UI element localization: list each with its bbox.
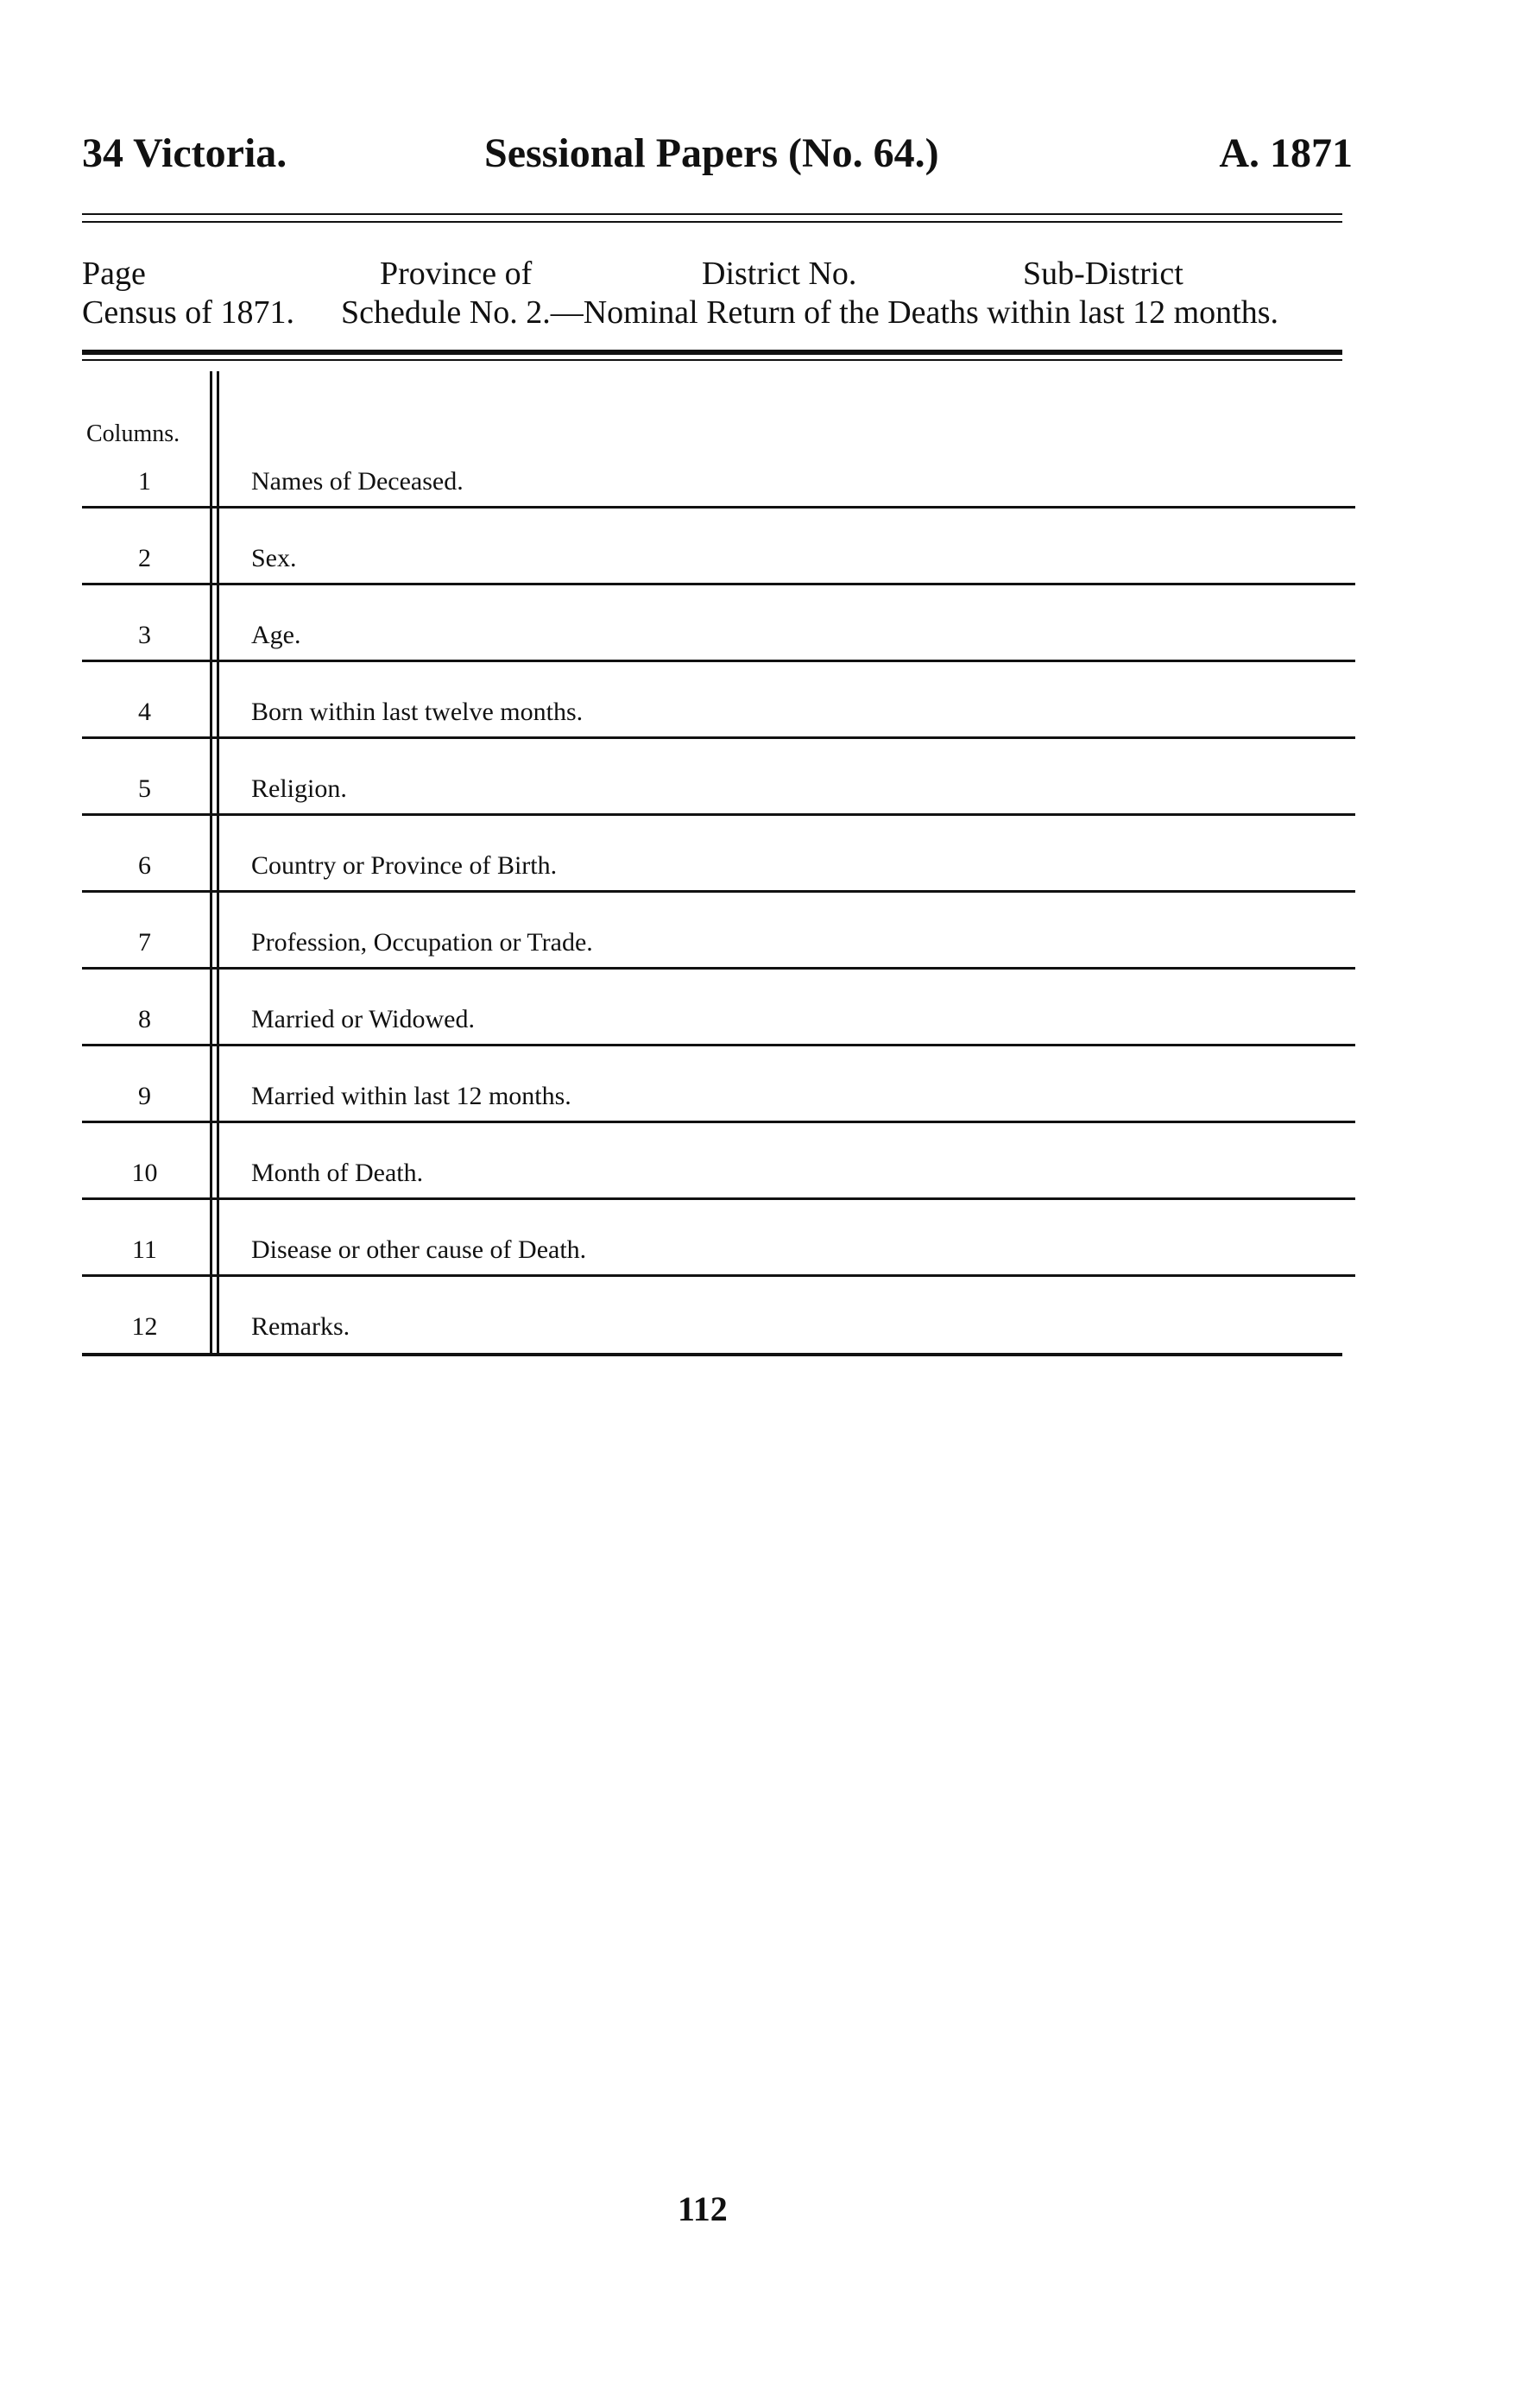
header-rule-bottom (82, 221, 1342, 223)
header-rule-top (82, 213, 1342, 215)
column-number: 10 (131, 1159, 158, 1187)
table-row (82, 739, 1355, 816)
table-row (82, 585, 1355, 662)
table-row (82, 816, 1355, 893)
table-row (82, 1046, 1355, 1123)
table-row (82, 893, 1355, 970)
column-description: Born within last twelve months. (251, 698, 584, 726)
form-header-rule-thick (82, 350, 1342, 355)
column-description: Names of Deceased. (251, 467, 464, 496)
column-number: 4 (138, 698, 151, 726)
census-label: Census of 1871. (82, 294, 294, 331)
schedule-title: Schedule No. 2.—Nominal Return of the Deaths within last 12 months. (341, 294, 1279, 331)
page-label: Page (82, 256, 146, 292)
column-number: 3 (138, 621, 151, 649)
column-description: Religion. (251, 774, 347, 803)
column-description: Month of Death. (251, 1159, 424, 1187)
column-description: Remarks. (251, 1312, 350, 1341)
column-description: Married within last 12 months. (251, 1082, 571, 1110)
table-row (82, 509, 1355, 585)
form-header-rule-thin (82, 359, 1342, 361)
column-number: 2 (138, 544, 151, 572)
table-row (82, 662, 1355, 739)
column-number: 12 (131, 1312, 158, 1341)
column-number: 5 (138, 774, 151, 803)
table-row (82, 1200, 1355, 1277)
column-description: Profession, Occupation or Trade. (251, 928, 593, 957)
page-number: 112 (678, 2189, 728, 2228)
district-label: District No. (702, 256, 857, 292)
province-label: Province of (380, 256, 533, 292)
running-header (82, 130, 1353, 190)
subdistrict-label: Sub-District (1023, 256, 1183, 292)
column-description: Disease or other cause of Death. (251, 1235, 587, 1264)
header-year: A. 1871 (1219, 130, 1353, 176)
column-description: Married or Widowed. (251, 1005, 475, 1033)
column-number: 7 (138, 928, 151, 957)
columns-heading: Columns. (86, 420, 180, 447)
table-bottom-rule (82, 1353, 1342, 1356)
header-title: Sessional Papers (No. 64.) (484, 130, 939, 176)
column-number: 11 (132, 1235, 157, 1264)
column-description: Sex. (251, 544, 297, 572)
column-number: 6 (138, 851, 151, 880)
table-row (82, 432, 1355, 509)
column-description: Age. (251, 621, 301, 649)
header-volume: 34 Victoria. (82, 130, 287, 176)
table-row (82, 1277, 1355, 1354)
table-row (82, 970, 1355, 1046)
column-number: 1 (138, 467, 151, 496)
table-row (82, 1123, 1355, 1200)
column-description: Country or Province of Birth. (251, 851, 558, 880)
column-number: 8 (138, 1005, 151, 1033)
column-number: 9 (138, 1082, 151, 1110)
